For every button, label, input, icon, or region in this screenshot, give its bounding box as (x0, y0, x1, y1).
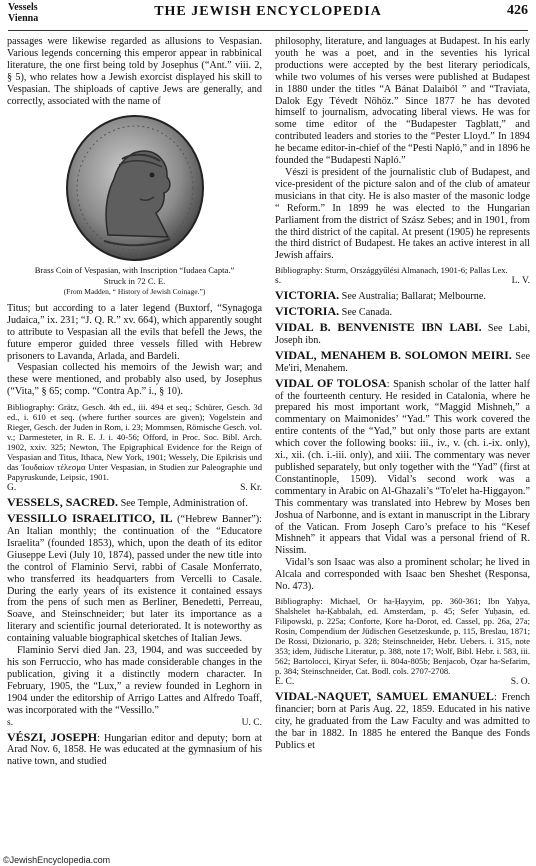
author-signature (7, 717, 262, 729)
entry-vidal-menahem (275, 347, 530, 375)
entry-vidal-naquet (275, 688, 530, 752)
page-number: 426 (507, 3, 528, 18)
coin-figure (7, 113, 262, 263)
entry-text: See Canada. (339, 307, 393, 319)
paragraph: Titus; but according to a later legend (Buxtorf, “Synagoga Judaica,” ix. 231; “J. Q. R.” xv. 664), which apparently sought to attribute to Vespasian all the evils that befell the Jews, the future emperor guided three vessels filled with Hebrew prisoners to Lavanda, Arlada, and Bardeli. (7, 302, 262, 362)
guide-word-first: Vessels (8, 2, 38, 13)
paragraph: Vészi is president of the journalistic club of Budapest, and vice-president of the picture salon and of the club of amateur musicians in that city. He is also master of the masonic lodge “ Reform.” In 1899 he was elected to the Hungarian Parliament from the district of Szász Sebes; and in 1901, from the third district of the capital. At present (1905) he represents the third district of Budapest. He takes an active interest in all Jewish affairs. (275, 166, 530, 262)
signature-author: S. O. (510, 676, 530, 687)
author-signature (7, 482, 262, 494)
signature-author: U. C. (241, 717, 262, 728)
paragraph: Vespasian collected his memoirs of the Jewish war; and these were mentioned, and probably also used, by Josephus (“Vita,” § 65; comp. “Contra Ap.” i., § 10). (7, 362, 262, 398)
headword: VICTORIA. (275, 304, 340, 319)
bibliography: Bibliography: Michael, Or ha-Ḥayyim, pp. 360-361; Ibn Yaḥya, Shalshelet ha-Ḳabbalah, ed. Amsterdam, p. 45; Sefer Yuḥasin, ed. Filipowski, p. 225a; Conforte, Ḳore ha-Dorot, ed. Cassel, pp. 26a, 27a; Rosin, Compendium der Jüdischen Gesetzeskunde, p. 115, Breslau, 1871; De Rossi, Dizionario, p. 328; Steinschneider, Hebr. Uebers. i. 315, note 353; idem, Jüdische Literatur, p. 388, note 17; Wolf, Bibl. Hebr. i. 583, iii. 562; Bartolocci, Ḳiryat Sefer, ii. 804a-805b; Benjacob, Oẓar ha-Sefarim, p. 384; Steinschneider, Cat. Bodl. cols. 2707-2708. (275, 595, 530, 676)
headword: VIDAL OF TOLOSA (275, 375, 387, 390)
entry-text: : Hungarian editor and deputy; born at Arad Nov. 6, 1858. He was educated at the gymnasium of his native town, and studied (7, 732, 262, 768)
entry-text: : Spanish scholar of the latter half of the fourteenth century. He resided in Catalonia, where he prepared his most important work, “Maggid Mishneh,” a commentary on Maimonides’ “Yad.” This work covered the entire contents of the “Yad,” but only those parts are extant which cover the following books: iii., iv., v. (ch. i.-ix. only), xi., xii. (ch. i.-iii. only), and xiii. The commentary was never published separately, but only together with the “Yad” (first at Constantinople, 1509). Vidal’s second work was a commentary in Arabic on Al-Ghazali’s “To'elet ha-Higgayon.” This commentary was translated into Hebrew by Moses ben Joshua of Narbonne, and is extant in manuscript in the Library of the Vatican. From Joseph Caro’s preface to his “Kesef Mishneh” it appears that Vidal was a personal friend of R. Nissim. (275, 378, 530, 557)
entry-text: (“Hebrew Banner”): An Italian monthly; the continuation of the “Educatore Israelita” (founded 1853), which, upon the death of its editor Giuseppe Levi (July 10, 1874), passed under the new title into the control of Flaminio Servi, rabbi of Casale Monferrato, who transferred its headquarters from Vercelli to Casale. During the early years of its existence it contained essays from the pens of such men as Berliner, Benedetti, Perreau, Soave, and Steinschneider; but later its importance as a literary and scientific journal deteriorated. It is noteworthy as containing valuable biographical sketches of Italian Jews. (7, 514, 262, 645)
headword: VICTORIA. (275, 288, 340, 303)
entry-text: See Me'iri, Menahem. (275, 350, 530, 374)
paragraph: Vidal’s son Isaac was also a prominent scholar; he lived in Alcala and corresponded with Isaac ben Sheshet (Responsa, No. 473). (275, 557, 530, 593)
headword: VIDAL B. BENVENISTE IBN LABI. (275, 320, 482, 335)
headword: VÉSZI, JOSEPH (7, 729, 98, 744)
entry-vessillo (7, 513, 262, 645)
signature-initials: s. (275, 276, 282, 287)
headword: VIDAL-NAQUET, SAMUEL EMANUEL (275, 688, 494, 703)
author-signature (275, 676, 530, 688)
author-signature (275, 275, 530, 287)
entry-text: See Temple, Administration of. (118, 498, 248, 510)
entry-text: See Labi, Joseph ibn. (275, 323, 530, 346)
paragraph: Flaminio Servi died Jan. 23, 1904, and was succeeded by his son Ferruccio, who has made considerable changes in the publication, giving it a distinctly modern character. In February, 1905, the “Lux,” a review founded in Leghorn in 1904 under the editorship of Arrigo Lattes and Alfredo Toaff, was incorporated with the “Vessillo.” (7, 645, 262, 716)
entry-veszi (7, 729, 262, 769)
bibliography: Bibliography: Sturm, Országgyűlési Almanach, 1901-6; Pallas Lex. (275, 265, 508, 276)
coin-image (64, 113, 206, 263)
copyright-footer: ©JewishEncyclopedia.com (3, 855, 111, 865)
page-title: THE JEWISH ENCYCLOPEDIA (154, 4, 382, 19)
entry-text: See Australia; Ballarat; Melbourne. (339, 291, 486, 303)
headword: VIDAL, MENAHEM B. SOLOMON MEIRI. (275, 347, 512, 362)
entry-vessels-sacred (7, 497, 262, 510)
signature-initials: G. (7, 483, 17, 494)
entry-vidal-tolosa (275, 375, 530, 558)
signature-author: S. Kr. (240, 483, 262, 494)
caption-line: Brass Coin of Vespasian, with Inscription “Iudaea Capta.” (34, 265, 235, 276)
headword: VESSILLO ISRAELITICO, IL (7, 511, 173, 526)
running-header (8, 0, 528, 31)
caption-line: Struck in 72 C. E. (103, 275, 166, 286)
signature-initials: s. (7, 717, 14, 728)
caption-source: (From Madden, “ History of Jewish Coinage.”) (63, 287, 206, 297)
paragraph: philosophy, literature, and languages at Budapest. In his early youth he was a poet, and in the seventies his lyrical productions were accepted by the best literary periodicals, while two volumes of his verses were published at Budapest in 1880 under the titles “A Bánat Dalaiból ” and “Traviata, Dalok Egy Tévedt Nöhöz.” Since 1877 he has devoted himself to journalism, advocating liberal views. He was for some time editor of the “Budapester Tagblatt,” and contributed leaders and stories to the “Pester Lloyd.” In 1894 he became editor-in-chief of the “Pesti Napló,” and in 1896 he founded the “Budapesti Napló.” (275, 36, 530, 167)
signature-author: L. V. (511, 276, 530, 287)
entry-vidal-benveniste (275, 322, 530, 347)
entry-victoria-canada (275, 306, 530, 319)
right-column (275, 36, 530, 752)
bibliography: Bibliography: Grätz, Gesch. 4th ed., iii. 494 et seq.; Schürer, Gesch. 3d ed., i. 610 et seq. (where further sources are given); Vogelstein and Rieger, Gesch. der Juden in Rom, i. 23; Mommsen, Römische Gesch. vol. v.; Darmesteter, in R. E. J. i. 40-56; Offord, in Proc. Soc. Bibl. Arch. 1902, xxiv. 325; Newton, The Epigraphical Evidence for the Reign of Vespasian and Titus, Ithaca, New York, 1901; Wessely, Die Epikrisis und das Ἰουδαίων τέλεσμα Unter Vespasian, in Studien zur Paleographie und Papyruskunde, Leipsic, 1901. (7, 402, 262, 483)
entry-victoria-australia (275, 290, 530, 303)
signature-initials: E. C. (275, 676, 295, 687)
entry-text: : French financier; born at Paris Aug. 22, 1859. Educated in his native city, he graduated from the Law Faculty and was admitted to the bar in 1882. In 1885 he entered the Banque des Fonds Publics et (275, 691, 530, 751)
paragraph: passages were likewise regarded as allusions to Vespasian. Various legends concerning this emperor appear in rabbinical literature, the one first being told by Josephus (“Ant.” viii. 2, § 5), who relates how a Jewish exorcist displayed his skill to Vespasian. The shiploads of captive Jews are generally, and correctly, associated with the name of (7, 36, 262, 107)
coin-caption (7, 265, 262, 298)
headword: VESSELS, SACRED. (7, 495, 119, 510)
guide-word-last: Vienna (8, 13, 39, 24)
left-column (7, 36, 262, 768)
